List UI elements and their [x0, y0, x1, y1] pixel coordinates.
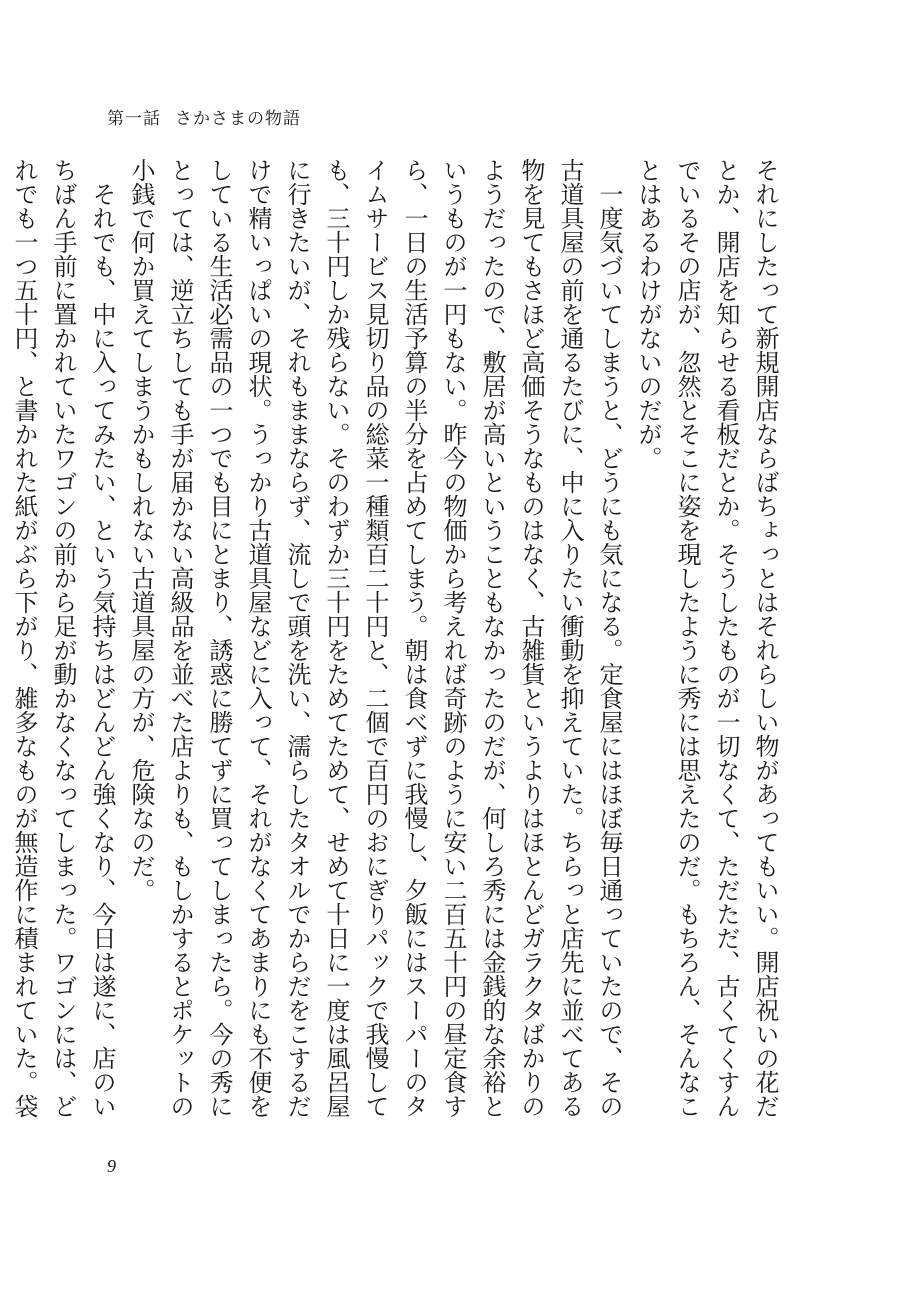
paragraph: 一度気づいてしまうと、どうにも気になる。定食屋にはほぼ毎日通っていたので、その古道具屋の前を通るたびに、中に入りたい衝動を抑えていた。ちらっと店先に並べてある物を見てもさほど高価そうなものはなく、古雑貨というよりはほとんどガラクタばかりのようだったので、敷居が高いということもなかったのだが、何しろ秀には金銭的な余裕というものが一円もない。昨今の物価から考えれば奇跡のように安い二百五十円の昼定食すら、一日の生活予算の半分を占めてしまう。朝は食べずに我慢し、夕飯にはスーパーのタイムサービス見切り品の総菜一種類百二十円と、二個で百円のおにぎりパックで我慢しても、三十円しか残らない。そのわずか三十円をためてためて、せめて十日に一度は風呂屋に行きたいが、それもままならず、流しで頭を洗い、濡らしたタオルでからだをこするだけで精いっぱいの現状。うっかり古道具屋などに入って、それがなくてあまりにも不便をしている生活必需品の一つでも目にとまり、誘惑に勝てずに買ってしまったら。今の秀にとっては、逆立ちしても手が届かない高級品を並べた店よりも、もしかするとポケットの小銭で何か買えてしまうかもしれない古道具屋の方が、危険なのだ。 [127, 158, 623, 1118]
vertical-body-text [10, 158, 784, 1138]
running-header [107, 104, 301, 129]
chapter-number: 第一話 [107, 109, 161, 129]
paragraph: それでも、中に入ってみたい、という気持ちはどんどん強くなり、今日は遂に、店のいちばん手前に置かれていたワゴンの前から足が動かなくなってしまった。ワゴンには、どれでも一つ五十円、と書かれた紙がぶら下がり、雑多なものが無造作に積まれていた。袋 [10, 158, 116, 1118]
paragraph: それにしたって新規開店ならばちょっとはそれらしい物があってもいい。開店祝いの花だとか、開店を知らせる看板だとか。そうしたものが一切なくて、ただただ、古くてくすんでいるその店が、忽然とそこに姿を現したように秀には思えたのだ。もちろん、そんなことはあるわけがないのだが。 [634, 158, 779, 1118]
chapter-title: さかさまの物語 [175, 109, 301, 129]
page-number: 9 [107, 1156, 116, 1176]
